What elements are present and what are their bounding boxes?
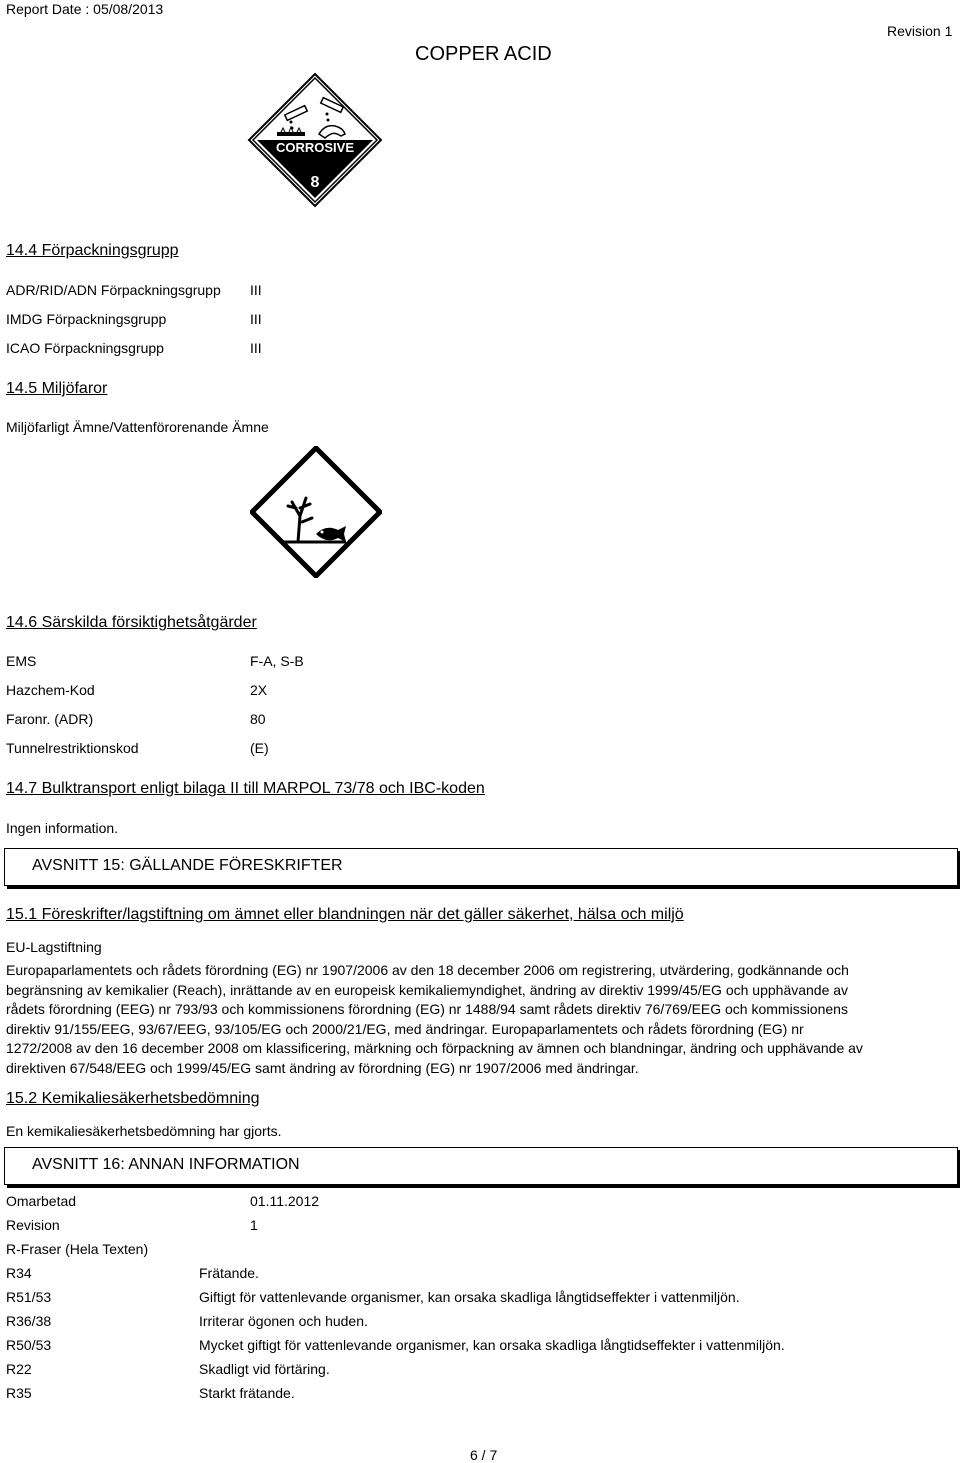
packing-group-label: ICAO Förpackningsgrupp: [6, 340, 164, 356]
r-phrase-text: Mycket giftigt för vattenlevande organismer, kan orsaka skadliga långtidseffekter i vattenmiljön.: [199, 1337, 785, 1353]
section-15-1-heading: 15.1 Föreskrifter/lagstiftning om ämnet eller blandningen när det gäller säkerhet, hälsa och miljö: [6, 906, 684, 923]
r-phrase-text: Giftigt för vattenlevande organismer, kan orsaka skadliga långtidseffekter i vattenmiljön.: [199, 1289, 740, 1305]
eu-legislation-paragraph: [6, 961, 906, 1079]
omarbetad-value: 01.11.2012: [250, 1193, 320, 1209]
eu-legislation-label: EU-Lagstiftning: [6, 939, 102, 955]
r-phrase-code: R22: [6, 1361, 32, 1377]
section-16-banner: [4, 1147, 958, 1185]
corrosive-hazard-icon: [247, 72, 383, 208]
section-15-2-text: En kemikaliesäkerhetsbedömning har gjorts.: [6, 1123, 282, 1139]
hazard-class-number: 8: [310, 174, 320, 191]
section-14-4-heading: 14.4 Förpackningsgrupp: [6, 242, 179, 259]
section-14-7-text: Ingen information.: [6, 820, 119, 836]
section-15-2-heading: 15.2 Kemikaliesäkerhetsbedömning: [6, 1090, 260, 1107]
hazchem-label: Hazchem-Kod: [6, 682, 95, 698]
document-title: COPPER ACID: [415, 43, 552, 65]
omarbetad-label: Omarbetad: [6, 1193, 77, 1209]
packing-group-label: IMDG Förpackningsgrupp: [6, 311, 167, 327]
section-14-7-heading: 14.7 Bulktransport enligt bilaga II till MARPOL 73/78 och IBC-koden: [6, 780, 485, 797]
r-phrase-text: Frätande.: [199, 1265, 259, 1281]
packing-group-value: III: [250, 340, 262, 356]
revision-field-value: 1: [250, 1217, 258, 1233]
paragraph-line: direktiven 67/548/EEG och 1999/45/EG samt ändring av förordning (EG) nr 1907/2006 med ändringar.: [6, 1059, 639, 1076]
paragraph-line: direktiv 91/155/EEG, 93/67/EEG, 93/105/EG och 2000/21/EG, med ändringar. Europaparlamentets och rådets förordning (EG) nr: [6, 1020, 804, 1037]
section-15-banner: [4, 848, 958, 886]
revision-label: Revision 1: [887, 23, 953, 39]
faronr-value: 80: [250, 711, 266, 727]
report-date: Report Date : 05/08/2013: [6, 1, 164, 17]
r-phrase-code: R50/53: [6, 1337, 52, 1353]
packing-group-value: III: [250, 282, 262, 298]
ems-label: EMS: [6, 653, 37, 669]
r-phrase-code: R34: [6, 1265, 32, 1281]
r-phrases-label: R-Fraser (Hela Texten): [6, 1241, 149, 1257]
corrosive-label: CORROSIVE: [275, 140, 354, 155]
revision-field-label: Revision: [6, 1217, 60, 1233]
r-phrase-code: R36/38: [6, 1313, 52, 1329]
section-15-banner-title: AVSNITT 15: GÄLLANDE FÖRESKRIFTER: [32, 857, 343, 874]
r-phrase-code: R35: [6, 1385, 32, 1401]
r-phrase-text: Skadligt vid förtäring.: [199, 1361, 330, 1377]
tunnel-code-label: Tunnelrestriktionskod: [6, 740, 139, 756]
page-number: 6 / 7: [470, 1447, 498, 1463]
r-phrase-code: R51/53: [6, 1289, 52, 1305]
packing-group-label: ADR/RID/ADN Förpackningsgrupp: [6, 282, 221, 298]
section-14-5-heading: 14.5 Miljöfaror: [6, 380, 108, 397]
paragraph-line: Europaparlamentets och rådets förordning (EG) nr 1907/2006 av den 18 december 2006 om registrering, utvärdering, godkännande och: [6, 962, 849, 978]
section-14-6-heading: 14.6 Särskilda försiktighetsåtgärder: [6, 614, 257, 631]
section-16-banner-title: AVSNITT 16: ANNAN INFORMATION: [32, 1156, 300, 1173]
packing-group-value: III: [250, 311, 262, 327]
paragraph-line: rådets förordning (EEG) nr 793/93 och kommissionens förordning (EG) nr 1488/94 samt rådets direktiv 76/769/EEG och kommissionens: [6, 1001, 848, 1018]
r-phrase-text: Irriterar ögonen och huden.: [199, 1313, 368, 1329]
faronr-label: Faronr. (ADR): [6, 711, 94, 727]
r-phrase-text: Starkt frätande.: [199, 1385, 295, 1401]
environment-hazard-icon: [250, 446, 382, 578]
ems-value: F-A, S-B: [250, 653, 304, 669]
tunnel-code-value: (E): [250, 740, 269, 756]
paragraph-line: 1272/2008 av den 16 december 2008 om klassificering, märkning och förpackning av ämnen och blandningar, ändring och upphävande av: [6, 1040, 863, 1057]
environment-hazard-text: Miljöfarligt Ämne/Vattenförorenande Ämne: [6, 419, 269, 435]
hazchem-value: 2X: [250, 682, 268, 698]
paragraph-line: begränsning av kemikalier (Reach), inrättande av en europeisk kemikaliemyndighet, ändring av direktiv 1999/45/EG och upphävande av: [6, 981, 849, 998]
